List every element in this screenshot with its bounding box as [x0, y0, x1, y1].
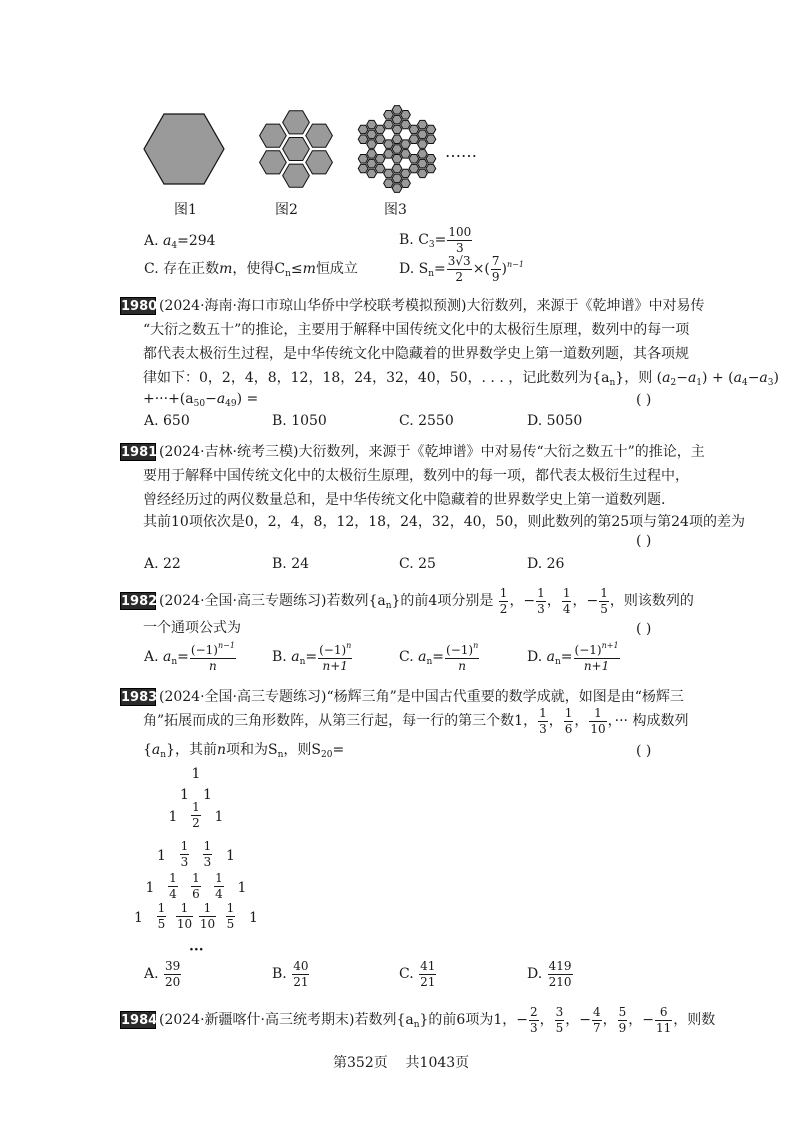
q1982-option-b: B. $a_n=$ $\frac{(-1)^n}{n+1}$	[272, 641, 352, 673]
triangle-cell: 1	[180, 787, 189, 803]
triangle-cell: $\frac{1}{3}$	[180, 839, 189, 869]
question-number-1982: 1982	[121, 594, 158, 609]
q1981-line-4: 其前10项依次是0，2，4，8，12，18，24，32，40，50，则此数列的第25项与第24项的差为	[143, 514, 745, 530]
q1982-line-2: 一个通项公式为	[143, 620, 241, 636]
hexagon-figure-1	[144, 114, 224, 184]
q1982-line-1: (2024·全国·高三专题练习)若数列$\{a_n\}$的前4项分别是 $\frac{1}{2}$ ，− $\frac{1}{3}$ ， $\frac{1}{4}$ ，− $\frac{1}{5}$ ，则该数列的	[159, 586, 694, 616]
triangle-cell: $\frac{1}{4}$	[215, 871, 223, 901]
q1983-line-3: $\{a_n\}$，其前n项和为$S_n$，则$S_{20}=$	[143, 742, 345, 760]
q1982-answer-paren: ( )	[636, 621, 652, 637]
triangle-cell: 1	[203, 787, 212, 803]
q1980-option-b: B. 1050	[272, 413, 327, 429]
triangle-cell: 1	[214, 809, 224, 825]
q1984-line-1: (2024·新疆喀什·高三统考期末)若数列$\{a_n\}$的前6项为1，− $\frac{2}{3}$ ， $\frac{3}{5}$ ，− $\frac{4}{7}$ ， $\frac{5}{9}$ ，− $\frac{6}{11}$ ，则数	[159, 1005, 716, 1035]
prev-option-a: A. $a_4=294$	[144, 233, 216, 251]
q1980-option-d: D. 5050	[527, 413, 583, 429]
triangle-ellipsis: ···	[189, 942, 204, 958]
page-footer	[333, 1056, 469, 1070]
question-number-1980: 1980	[121, 299, 158, 314]
triangle-cell: 1	[249, 910, 258, 926]
triangle-cell: $\frac{1}{2}$	[192, 800, 200, 830]
q1980-answer-paren: ( )	[636, 392, 652, 408]
triangle-cell: $\frac{1}{6}$	[192, 871, 200, 901]
triangle-cell: $\frac{1}{3}$	[203, 839, 212, 869]
figure-ellipsis: ……	[445, 142, 477, 161]
q1981-line-3: 曾经经历过的两仪数量总和，是中华传统文化中隐藏着的世界数学史上第一道数列题.	[143, 492, 666, 508]
q1983-line-2: 角”拓展而成的三角形数阵，从第三行起，每一行的第三个数1， $\frac{1}{3}$ ， $\frac{1}{6}$ ， $\frac{1}{10}$ ，··· 构成数列	[143, 706, 689, 736]
prev-option-d: D. $S_n=$ $\frac{3√3}{2}$ ×( $\frac{7}{9}$ )$^{n-1}$	[399, 254, 524, 284]
q1982-option-a: A. $a_n=$ $\frac{(-1)^{n-1}}{n}$	[144, 641, 235, 673]
q1981-line-2: 要用于解释中国传统文化中的太极衍生原理，数列中的每一项，都代表太极衍生过程中，	[143, 468, 689, 484]
figure-label-3: 图3	[384, 202, 407, 218]
q1980-option-a: A. 650	[144, 413, 190, 429]
q1980-option-c: C. 2550	[399, 413, 454, 429]
q1981-option-b: B. 24	[272, 556, 310, 572]
figure-label-2: 图2	[275, 202, 298, 218]
q1983-option-d: D. $\frac{419}{210}$	[527, 959, 572, 989]
question-number-1983: 1983	[121, 690, 158, 705]
q1980-line-5: $+\cdot\cdot\cdot+(a_{50}-a_{49})$ =	[143, 391, 259, 409]
triangle-cell: $\frac{1}{5}$	[226, 901, 235, 931]
figure-label-1: 图1	[174, 202, 197, 218]
q1980-line-3: 都代表太极衍生过程，是中华传统文化中隐藏着的世界数学史上第一道数列题，其各项规	[143, 346, 689, 362]
triangle-cell: 1	[237, 880, 247, 896]
triangle-cell: $\frac{1}{10}$	[199, 901, 216, 931]
triangle-cell: $\frac{1}{5}$	[157, 901, 166, 931]
q1980-line-1: (2024·海南·海口市琼山华侨中学校联考模拟预测)大衍数列，来源于《乾坤谱》中对易传	[159, 298, 705, 314]
q1981-option-a: A. 22	[144, 556, 181, 572]
triangle-cell: 1	[157, 848, 166, 864]
page-number: 第352页	[333, 1055, 388, 1071]
q1983-option-a: A. $\frac{39}{20}$	[144, 959, 181, 989]
triangle-cell: 1	[134, 910, 143, 926]
hexagon-figure-3	[358, 106, 436, 193]
q1982-option-c: C. $a_n=$ $\frac{(-1)^n}{n}$	[399, 641, 479, 673]
prev-option-c: C. 存在正数m，使得$C_n\le m$恒成立	[144, 261, 358, 279]
q1982-option-d: D. $a_n=$ $\frac{(-1)^{n+1}}{n+1}$	[527, 641, 619, 673]
q1983-line-1: (2024·全国·高三专题练习)“杨辉三角”是中国古代重要的数学成就，如图是由“杨辉三	[159, 689, 684, 705]
q1983-answer-paren: ( )	[636, 743, 652, 759]
question-number-1981: 1981	[121, 445, 158, 460]
q1981-answer-paren: ( )	[636, 533, 652, 549]
triangle-cell: $\frac{1}{10}$	[176, 901, 193, 931]
prev-option-b: B. $C_3=$ $\frac{100}{3}$	[399, 225, 472, 255]
triangle-cell: 1	[191, 766, 201, 782]
q1981-line-1: (2024·吉林·统考三模)大衍数列，来源于《乾坤谱》中对易传“大衍之数五十”的推论，主	[159, 444, 705, 460]
page-total: 共1043页	[405, 1055, 470, 1071]
q1981-option-d: D. 26	[527, 556, 565, 572]
q1980-line-2: “大衍之数五十”的推论，主要用于解释中国传统文化中的太极衍生原理，数列中的每一项	[143, 322, 690, 338]
triangle-cell: 1	[168, 809, 178, 825]
q1981-option-c: C. 25	[399, 556, 436, 572]
figures-svg	[0, 0, 800, 200]
triangle-cell: 1	[145, 880, 155, 896]
triangle-cell: 1	[226, 848, 235, 864]
triangle-cell: $\frac{1}{4}$	[169, 871, 177, 901]
question-number-1984: 1984	[121, 1013, 158, 1028]
q1983-option-c: C. $\frac{41}{21}$	[399, 959, 436, 989]
q1980-line-4: 律如下：0，2，4，8，12，18，24，32，40，50，. . . ，记此数列为$\{a_n\}$，则 $(a_2-a_1) + (a_4-a_3)$	[143, 370, 779, 388]
q1983-option-b: B. $\frac{40}{21}$	[272, 959, 309, 989]
hexagon-figure-2	[260, 111, 333, 187]
